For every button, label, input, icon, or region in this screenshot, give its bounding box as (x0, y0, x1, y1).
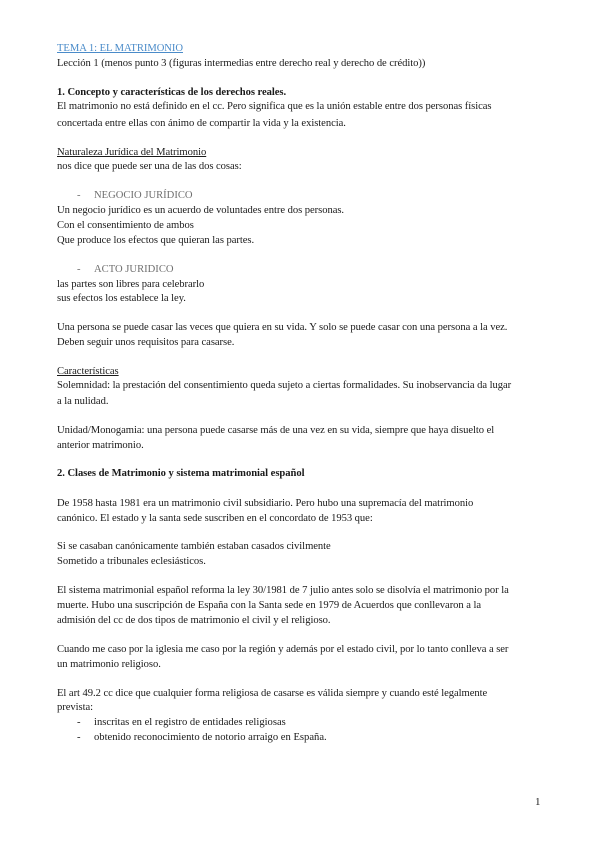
paragraph-line: muerte. Hubo una suscripción de España con la Santa sede en 1979 de Acuerdos que conllevaron a la (57, 600, 482, 611)
paragraph-line: Una persona se puede casar las veces que quiera en su vida. Y solo se puede casar con una persona a la vez. (57, 322, 508, 333)
dash-bullet: - (77, 732, 81, 743)
dash-bullet: - (77, 717, 81, 728)
nature-heading: Naturaleza Jurídica del Matrimonio (57, 147, 207, 158)
paragraph-line: concertada entre ellas con ánimo de compartir la vida y la existencia. (57, 118, 346, 129)
acto-label: ACTO JURIDICO (94, 264, 174, 275)
paragraph-line: nos dice que puede ser una de las dos cosas: (57, 161, 242, 172)
section1-heading: 1. Concepto y características de los derechos reales. (57, 87, 287, 98)
paragraph-line: prevista: (57, 702, 94, 713)
paragraph-line: Con el consentimiento de ambos (57, 220, 194, 231)
list-item: inscritas en el registro de entidades religiosas (94, 717, 286, 728)
paragraph-line: un matrimonio religioso. (57, 659, 161, 670)
paragraph-line: Sometido a tribunales eclesiásticos. (57, 556, 206, 567)
paragraph-line: Deben seguir unos requisitos para casarse. (57, 337, 235, 348)
paragraph-line: Unidad/Monogamia: una persona puede casarse más de una vez en su vida, siempre que haya disuelto el (57, 425, 495, 436)
paragraph-line: sus efectos los establece la ley. (57, 293, 186, 304)
paragraph-line: Cuando me caso por la iglesia me caso por la región y además por el estado civil, por lo tanto conlleva a ser (57, 644, 509, 655)
negocio-label: NEGOCIO JURÍDICO (94, 190, 193, 201)
paragraph-line: El sistema matrimonial español reforma la ley 30/1981 de 7 julio antes solo se disolvía el matrimonio por la (57, 585, 509, 596)
list-item: obtenido reconocimiento de notorio arraigo en España. (94, 732, 327, 743)
paragraph-line: canónico. El estado y la santa sede suscriben en el concordato de 1953 que: (57, 513, 373, 524)
paragraph-line: a la nulidad. (57, 396, 109, 407)
section2-heading: 2. Clases de Matrimonio y sistema matrimonial español (57, 468, 305, 479)
paragraph-line: El art 49.2 cc dice que cualquier forma religiosa de casarse es válida siempre y cuando esté legalmente (57, 688, 488, 699)
paragraph-line: anterior matrimonio. (57, 440, 144, 451)
lesson-line: Lección 1 (menos punto 3 (figuras intermedias entre derecho real y derecho de crédito)) (57, 58, 426, 69)
paragraph-line: Solemnidad: la prestación del consentimiento queda sujeto a ciertas formalidades. Su inobservancia da lugar (57, 380, 512, 391)
paragraph-line: Que produce los efectos que quieran las partes. (57, 235, 255, 246)
paragraph-line: admisión del cc de dos tipos de matrimonio el civil y el religioso. (57, 615, 331, 626)
paragraph-line: las partes son libres para celebrarlo (57, 279, 205, 290)
paragraph-line: Si se casaban canónicamente también estaban casados civilmente (57, 541, 331, 552)
page-number: 1 (535, 796, 541, 808)
paragraph-line: Un negocio jurídico es un acuerdo de voluntades entre dos personas. (57, 205, 345, 216)
document-title: TEMA 1: EL MATRIMONIO (57, 43, 183, 54)
characteristics-heading: Características (57, 366, 119, 377)
dash-bullet: - (77, 190, 81, 201)
dash-bullet: - (77, 264, 81, 275)
paragraph-line: El matrimonio no está definido en el cc. Pero significa que es la unión estable entre dos personas físicas (57, 101, 492, 112)
paragraph-line: De 1958 hasta 1981 era un matrimonio civil subsidiario. Pero hubo una supremacía del matrimonio (57, 498, 474, 509)
